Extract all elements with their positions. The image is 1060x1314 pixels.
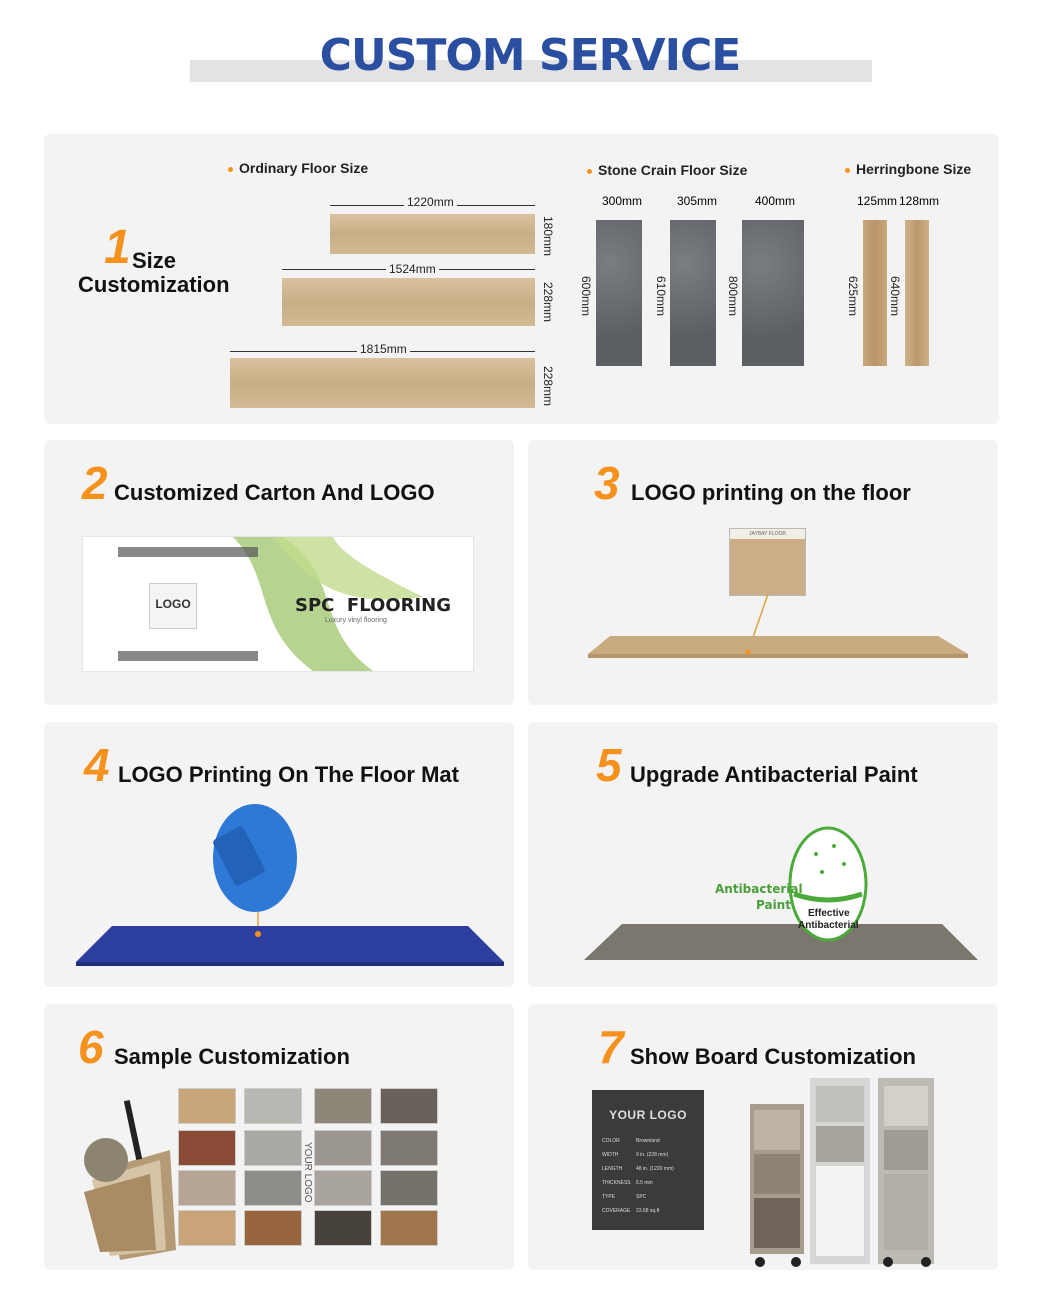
herringbone-size-label: Herringbone Size bbox=[845, 161, 971, 177]
stone-tile-image bbox=[670, 220, 716, 366]
spec-row: COVERAGE 23.68 sq.ft bbox=[602, 1208, 660, 1214]
board-title: Show Board Customization bbox=[630, 1044, 916, 1069]
section-number: 2 bbox=[82, 457, 108, 509]
tile-width-label: 400mm bbox=[755, 194, 796, 208]
sample-title: Sample Customization bbox=[114, 1044, 350, 1069]
floor-logo-title: LOGO printing on the floor bbox=[631, 480, 911, 505]
plank-length-label: 1815mm bbox=[357, 342, 410, 356]
herringbone-plank-image bbox=[863, 220, 887, 366]
floor-logo-graphic bbox=[578, 594, 970, 660]
spec-row: LENGTH 48 in. (1220 mm) bbox=[602, 1166, 674, 1172]
plank-width-label: 228mm bbox=[541, 366, 555, 407]
carton-brand-text: SPC FLOORING bbox=[295, 595, 452, 616]
spec-row: WIDTH 9 in. (228 mm) bbox=[602, 1152, 669, 1158]
paint-badge-line2: Antibacterial bbox=[798, 920, 859, 931]
tile-height-label: 610mm bbox=[654, 276, 668, 317]
paint-badge-line1: Effective bbox=[808, 908, 850, 919]
carton-title: Customized Carton And LOGO bbox=[114, 480, 435, 505]
mat-title: LOGO Printing On The Floor Mat bbox=[118, 762, 459, 787]
sample-swatch-grid bbox=[174, 1086, 438, 1250]
floor-logo-sticker: JAYBAY FLOOR bbox=[730, 529, 805, 539]
tile-width-label: 300mm bbox=[602, 194, 643, 208]
paint-title: Upgrade Antibacterial Paint bbox=[630, 762, 918, 787]
spec-list bbox=[592, 1134, 704, 1218]
show-board-graphic bbox=[740, 1074, 940, 1270]
tile-width-label: 305mm bbox=[677, 194, 718, 208]
section-number: 6 bbox=[78, 1021, 104, 1073]
herringbone-height-label: 625mm bbox=[846, 276, 860, 317]
stone-size-label: Stone Crain Floor Size bbox=[587, 162, 747, 178]
plank-length-label: 1524mm bbox=[386, 262, 439, 276]
floor-logo-zoom bbox=[729, 528, 806, 596]
paint-callout-line2: Paint bbox=[756, 898, 791, 912]
plank-length-label: 1220mm bbox=[404, 195, 457, 209]
paint-callout-line1: Antibacterial bbox=[715, 882, 803, 896]
carton-logo-box: LOGO bbox=[149, 583, 197, 629]
mat-graphic bbox=[72, 794, 508, 968]
size-title-line2: Customization bbox=[78, 272, 230, 297]
stone-tile-image bbox=[596, 220, 642, 366]
plank-image bbox=[230, 358, 535, 408]
plank-width-label: 180mm bbox=[541, 216, 555, 257]
page-title: CUSTOM SERVICE bbox=[319, 30, 741, 81]
tile-height-label: 800mm bbox=[726, 276, 740, 317]
sample-vertical-logo: YOUR LOGO bbox=[302, 1142, 313, 1203]
size-title-line1: Size bbox=[132, 248, 177, 273]
plank-image bbox=[330, 214, 535, 254]
herringbone-height-label: 640mm bbox=[888, 276, 902, 317]
herringbone-plank-image bbox=[905, 220, 929, 366]
ordinary-size-label: Ordinary Floor Size bbox=[228, 160, 368, 176]
section-number: 4 bbox=[84, 739, 110, 791]
herringbone-width-label: 128mm bbox=[899, 194, 940, 208]
section-number: 5 bbox=[596, 739, 622, 791]
section-number: 7 bbox=[598, 1021, 624, 1073]
tile-height-label: 600mm bbox=[579, 276, 593, 317]
section-number: 1 bbox=[104, 221, 131, 274]
section-number: 3 bbox=[594, 457, 620, 509]
plank-image bbox=[282, 278, 535, 326]
spec-card-logo: YOUR LOGO bbox=[609, 1108, 687, 1122]
spec-row: TYPE SPC bbox=[602, 1194, 647, 1200]
plank-width-label: 228mm bbox=[541, 282, 555, 323]
sample-fan-graphic bbox=[80, 1100, 180, 1260]
spec-card bbox=[592, 1090, 704, 1230]
carton-image bbox=[82, 536, 474, 672]
spec-row: COLOR Brownland bbox=[602, 1138, 660, 1144]
carton-tagline: Luxury vinyl flooring bbox=[325, 617, 387, 624]
spec-row: THICKNESS 5.5 mm bbox=[602, 1180, 653, 1186]
herringbone-width-label: 125mm bbox=[857, 194, 898, 208]
stone-tile-image bbox=[742, 220, 804, 366]
